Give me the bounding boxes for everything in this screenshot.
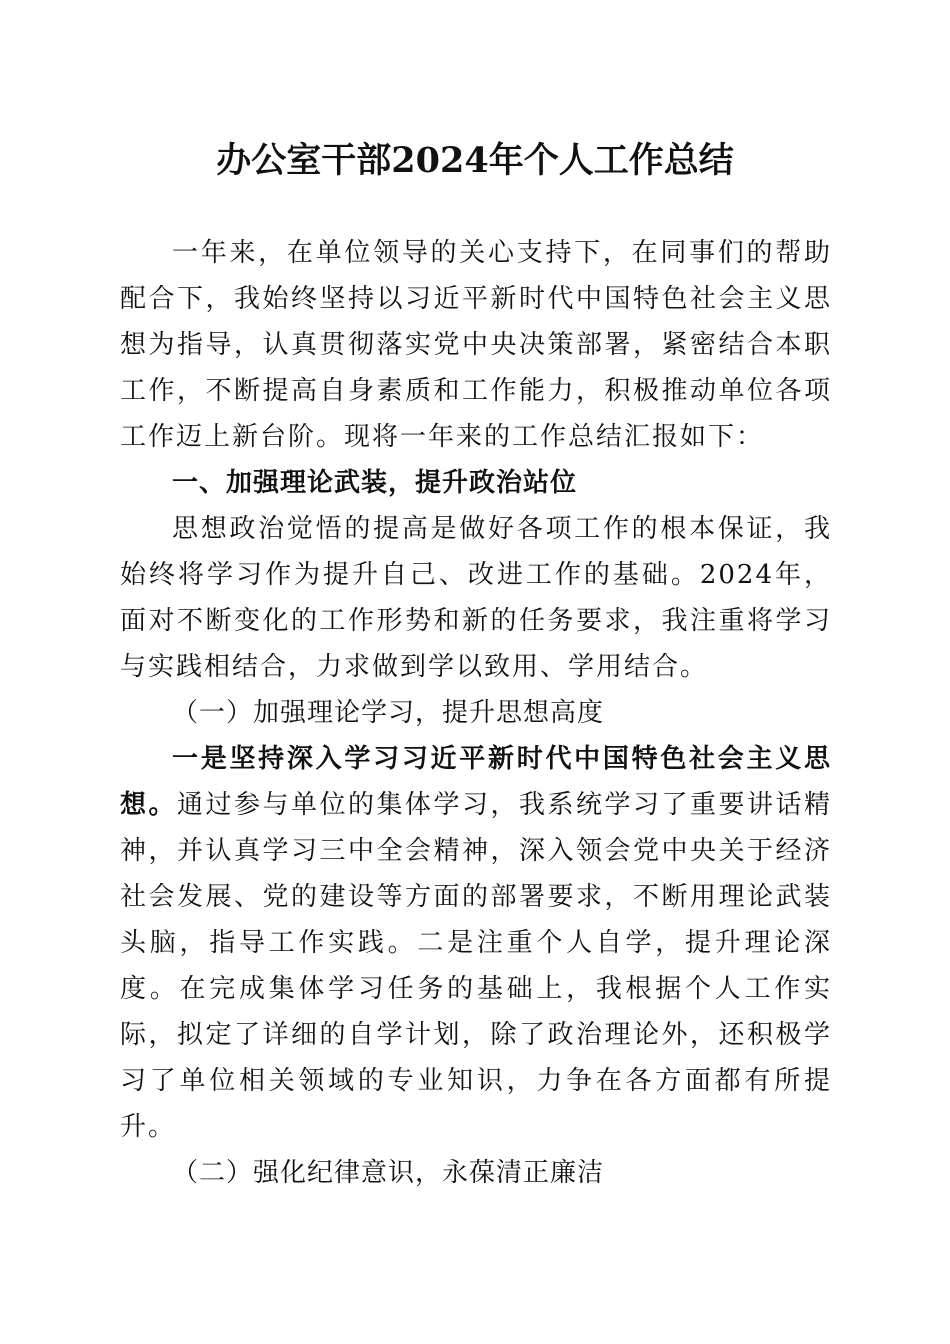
section-1-paragraph: 思想政治觉悟的提高是做好各项工作的根本保证，我始终将学习作为提升自己、改进工作的基础。2024年，面对不断变化的工作形势和新的任务要求，我注重将学习与实践相结合，力求做到学以致用、学用结合。 (120, 514, 832, 682)
intro-paragraph: 一年来，在单位领导的关心支持下，在同事们的帮助配合下，我始终坚持以习近平新时代中国特色社会主义思想为指导，认真贯彻落实党中央决策部署，紧密结合本职工作，不断提高自身素质和工作能力，积极推动单位各项工作迈上新台阶。现将一年来的工作总结汇报如下： (120, 238, 832, 452)
document-title: 办公室干部2024年个人工作总结 (216, 140, 734, 181)
subsection-1-body: 通过参与单位的集体学习，我系统学习了重要讲话精神，并认真学习三中全会精神，深入领会党中央关于经济社会发展、党的建设等方面的部署要求，不断用理论武装头脑，指导工作实践。二是注重个人自学，提升理论深度。在完成集体学习任务的基础上，我根据个人工作实际，拟定了详细的自学计划，除了政治理论外，还积极学习了单位相关领域的专业知识，力争在各方面都有所提升。 (120, 790, 832, 1142)
subsection-1-heading: （一）加强理论学习，提升思想高度 (172, 698, 605, 728)
subsection-2-heading: （二）强化纪律意识，永葆清正廉洁 (172, 1158, 605, 1188)
document-body (120, 230, 832, 1196)
section-1-heading: 一、加强理论武装，提升政治站位 (172, 468, 578, 498)
subsection-1-lead: 一是坚持深入学习习近平新时代中国特色社会主义思想。 (120, 744, 832, 820)
subsection-1-paragraph (120, 736, 832, 1150)
